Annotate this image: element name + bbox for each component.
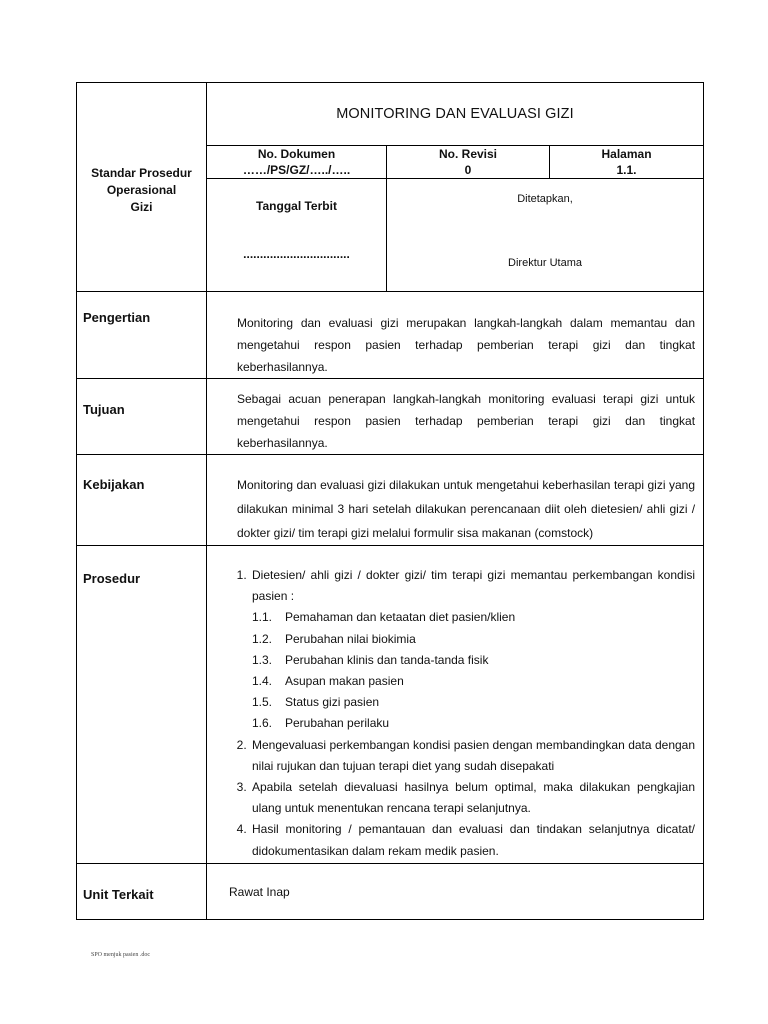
tujuan-text: Sebagai acuan penerapan langkah-langkah monitoring evaluasi terapi gizi untuk mengetahui respon pasien terhadap pemberian terapi gizi dan tingkat keberhasilannya. (237, 392, 696, 450)
no-dokumen-cell (207, 146, 387, 179)
spo-table (76, 82, 704, 920)
spo-label-line-3: Gizi (130, 199, 153, 214)
unit-terkait-label-cell (77, 864, 207, 920)
substep-text: Perubahan klinis dan tanda-tanda fisik (285, 652, 489, 667)
pengertian-cell (207, 292, 704, 379)
tujuan-label-cell (77, 379, 207, 455)
no-dokumen-label: No. Dokumen (257, 147, 336, 161)
pengertian-label-cell (77, 292, 207, 379)
prosedur-step-4: 4. Hasil monitoring / pemantauan dan evaluasi dan tindakan selanjutnya dicatat/ didokumentasikan dalam rekam medik pasien. (250, 819, 695, 861)
spo-label-line-1: Standar Prosedur (91, 165, 192, 180)
prosedur-cell (207, 546, 704, 864)
spo-label (77, 159, 206, 216)
prosedur-substep (252, 692, 695, 713)
substep-text: Perubahan perilaku (285, 716, 390, 731)
no-revisi-cell (387, 146, 550, 179)
spo-label-cell (77, 83, 207, 292)
prosedur-step-3: 3. Apabila setelah dievaluasi hasilnya belum optimal, maka dilakukan pengkajian ulang untuk menentukan rencana terapi selanjutnya. (250, 777, 695, 819)
pengertian-text: Monitoring dan evaluasi gizi merupakan langkah-langkah dalam memantau dan mengetahui respon pasien terhadap pemberian terapi gizi dan tingkat keberhasilannya. (237, 316, 696, 374)
no-revisi-value: 0 (464, 163, 472, 177)
halaman-value: 1.1. (616, 163, 637, 177)
document-title: MONITORING DAN EVALUASI GIZI (207, 83, 704, 146)
prosedur-steps (207, 565, 695, 862)
substep-number: 1.2. (252, 631, 273, 646)
tujuan-label: Tujuan (83, 402, 125, 417)
ditetapkan-cell (387, 179, 704, 292)
no-dokumen-value: ……/PS/GZ/…../….. (242, 163, 351, 177)
footer-filename: SPO menjuk pasien .doc (91, 952, 150, 958)
substep-text: Perubahan nilai biokimia (285, 631, 416, 646)
prosedur-substep (252, 629, 695, 650)
prosedur-substeps (252, 607, 695, 734)
halaman-cell (550, 146, 704, 179)
spo-label-line-2: Operasional (106, 182, 177, 197)
prosedur-step-1-text: Dietesien/ ahli gizi / dokter gizi/ tim terapi gizi memantau perkembangan kondisi pasien : (252, 568, 696, 604)
prosedur-substep (252, 607, 695, 628)
tujuan-cell (207, 379, 704, 455)
prosedur-substep (252, 671, 695, 692)
tanggal-terbit-value: ................................ (243, 247, 350, 261)
tanggal-terbit-label: Tanggal Terbit (256, 199, 337, 213)
prosedur-step-2: 2. Mengevaluasi perkembangan kondisi pasien dengan membandingkan data dengan nilai rujukan dan tujuan terapi diet yang sudah disepakati (250, 735, 695, 777)
ditetapkan-label: Ditetapkan, (517, 193, 573, 205)
substep-number: 1.5. (252, 695, 273, 710)
prosedur-label-cell (77, 546, 207, 864)
kebijakan-text: Monitoring dan evaluasi gizi dilakukan untuk mengetahui keberhasilan terapi gizi yang dilakukan minimal 3 hari setelah dilakukan perencanaan diit oleh dietesien/ ahli gizi / dokter gizi/ tim terapi gizi melalui formulir sisa makanan (comstock) (237, 478, 696, 540)
substep-text: Asupan makan pasien (285, 674, 404, 689)
substep-number: 1.1. (252, 610, 273, 625)
substep-number: 1.3. (252, 652, 273, 667)
halaman-label: Halaman (601, 147, 652, 161)
unit-terkait-cell (207, 864, 704, 920)
kebijakan-cell (207, 455, 704, 546)
tanggal-terbit-cell (207, 179, 387, 292)
prosedur-substep (252, 713, 695, 734)
unit-terkait-text: Rawat Inap (229, 884, 290, 899)
substep-number: 1.6. (252, 716, 273, 731)
prosedur-substep (252, 650, 695, 671)
substep-text: Pemahaman dan ketaatan diet pasien/klien (285, 610, 516, 625)
substep-text: Status gizi pasien (285, 695, 380, 710)
substep-number: 1.4. (252, 674, 273, 689)
kebijakan-label-cell (77, 455, 207, 546)
unit-terkait-label: Unit Terkait (83, 887, 154, 902)
kebijakan-label: Kebijakan (83, 477, 145, 492)
prosedur-label: Prosedur (83, 571, 141, 586)
direktur-utama-label: Direktur Utama (508, 257, 582, 269)
no-revisi-label: No. Revisi (438, 147, 498, 161)
pengertian-label: Pengertian (83, 310, 151, 325)
prosedur-step-1 (250, 565, 695, 735)
